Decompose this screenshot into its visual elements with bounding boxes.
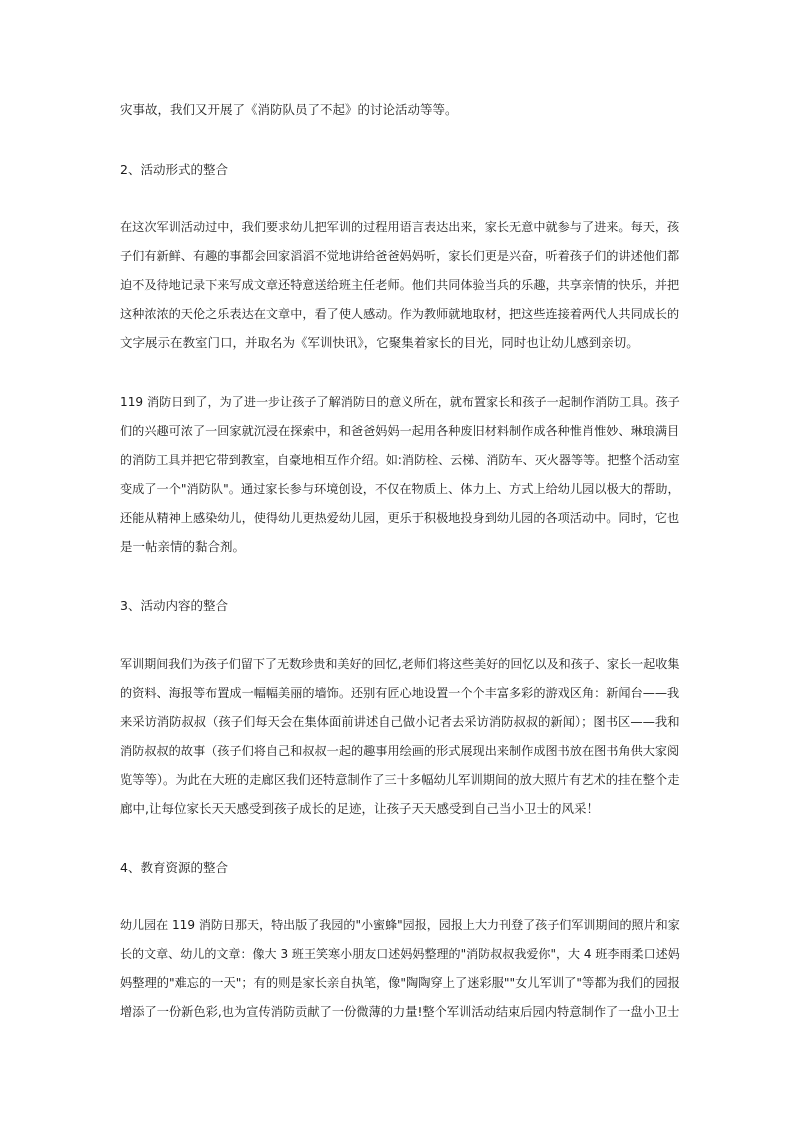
paragraph-line: 们的兴趣可浓了一回家就沉浸在探索中，和爸爸妈妈一起用各种废旧材料制作成各种惟肖惟妙、琳琅满目 [120,424,680,438]
paragraph-line: 文字展示在教室门口，并取名为《军训快讯》，它聚集着家长的目光，同时也让幼儿感到亲切。 [120,335,639,350]
paragraph-line: 子们有新鲜、有趣的事都会回家滔滔不觉地讲给爸爸妈妈听，家长们更是兴奋，听着孩子们的讲述他们都 [120,249,680,263]
paragraph-line: 还能从精神上感染幼儿，使得幼儿更热爱幼儿园，更乐于积极地投身到幼儿园的各项活动中。同时，它也 [120,511,680,525]
paragraph-line: 消防叔叔的故事（孩子们将自己和叔叔一起的趣事用绘画的形式展现出来制作成图书放在图书角供大家阅 [120,744,680,758]
paragraph-line: 的资料、海报等布置成一幅幅美丽的墙饰。还别有匠心地设置一个个丰富多彩的游戏区角：新闻台——我 [120,686,680,700]
intro-line: 灾事故，我们又开展了《消防队员了不起》的讨论活动等等。 [120,102,458,117]
paragraph-line: 廊中,让每位家长天天感受到孩子成长的足迹，让孩子天天感受到自己当小卫士的风采！ [120,801,599,816]
paragraph-line: 来采访消防叔叔（孩子们每天会在集体面前讲述自己做小记者去采访消防叔叔的新闻）；图书区——我和 [120,715,680,729]
section-4-heading: 4、教育资源的整合 [120,860,228,875]
paragraph-line: 119 消防日到了，为了进一步让孩子了解消防日的意义所在，就布置家长和孩子一起制作消防工具。孩子 [120,395,680,409]
paragraph-line: 军训期间我们为孩子们留下了无数珍贵和美好的回忆,老师们将这些美好的回忆以及和孩子、家长一起收集 [120,657,680,671]
paragraph-line: 增添了一份新色彩,也为宣传消防贡献了一份微薄的力量!整个军训活动结束后园内特意制作了一盘小卫士 [120,1005,680,1019]
paragraph-line: 这种浓浓的天伦之乐表达在文章中，看了使人感动。作为教师就地取材，把这些连接着两代人共同成长的 [120,307,680,321]
paragraph-line: 在这次军训活动过中，我们要求幼儿把军训的过程用语言表达出来，家长无意中就参与了进来。每天，孩 [120,220,680,234]
paragraph-line: 长的文章、幼儿的文章：像大 3 班王笑寒小朋友口述妈妈整理的"消防叔叔我爱你"，大 4 班李雨柔口述妈 [120,947,680,961]
paragraph-line: 幼儿园在 119 消防日那天，特出版了我园的"小蜜蜂"园报，园报上大力刊登了孩子们军训期间的照片和家 [120,918,680,932]
section-3-heading: 3、活动内容的整合 [120,598,228,613]
section-2-heading: 2、活动形式的整合 [120,162,228,177]
paragraph-line: 妈整理的"难忘的一天"；有的则是家长亲自执笔，像"陶陶穿上了迷彩服""女儿军训了"等都为我们的园报 [120,976,680,990]
paragraph-line: 览等等）。为此在大班的走廊区我们还特意制作了三十多幅幼儿军训期间的放大照片有艺术的挂在整个走 [120,773,680,787]
paragraph-line: 迫不及待地记录下来写成文章还特意送给班主任老师。他们共同体验当兵的乐趣，共享亲情的快乐，并把 [120,278,680,292]
paragraph-line: 的消防工具并把它带到教室，自豪地相互作介绍。如:消防栓、云梯、消防车、灭火器等等。把整个活动室 [120,453,680,467]
paragraph-line: 变成了一个"消防队"。通过家长参与环境创设，不仅在物质上、体力上、方式上给幼儿园以极大的帮助， [120,482,680,496]
paragraph-line: 是一帖亲情的黏合剂。 [120,539,246,554]
